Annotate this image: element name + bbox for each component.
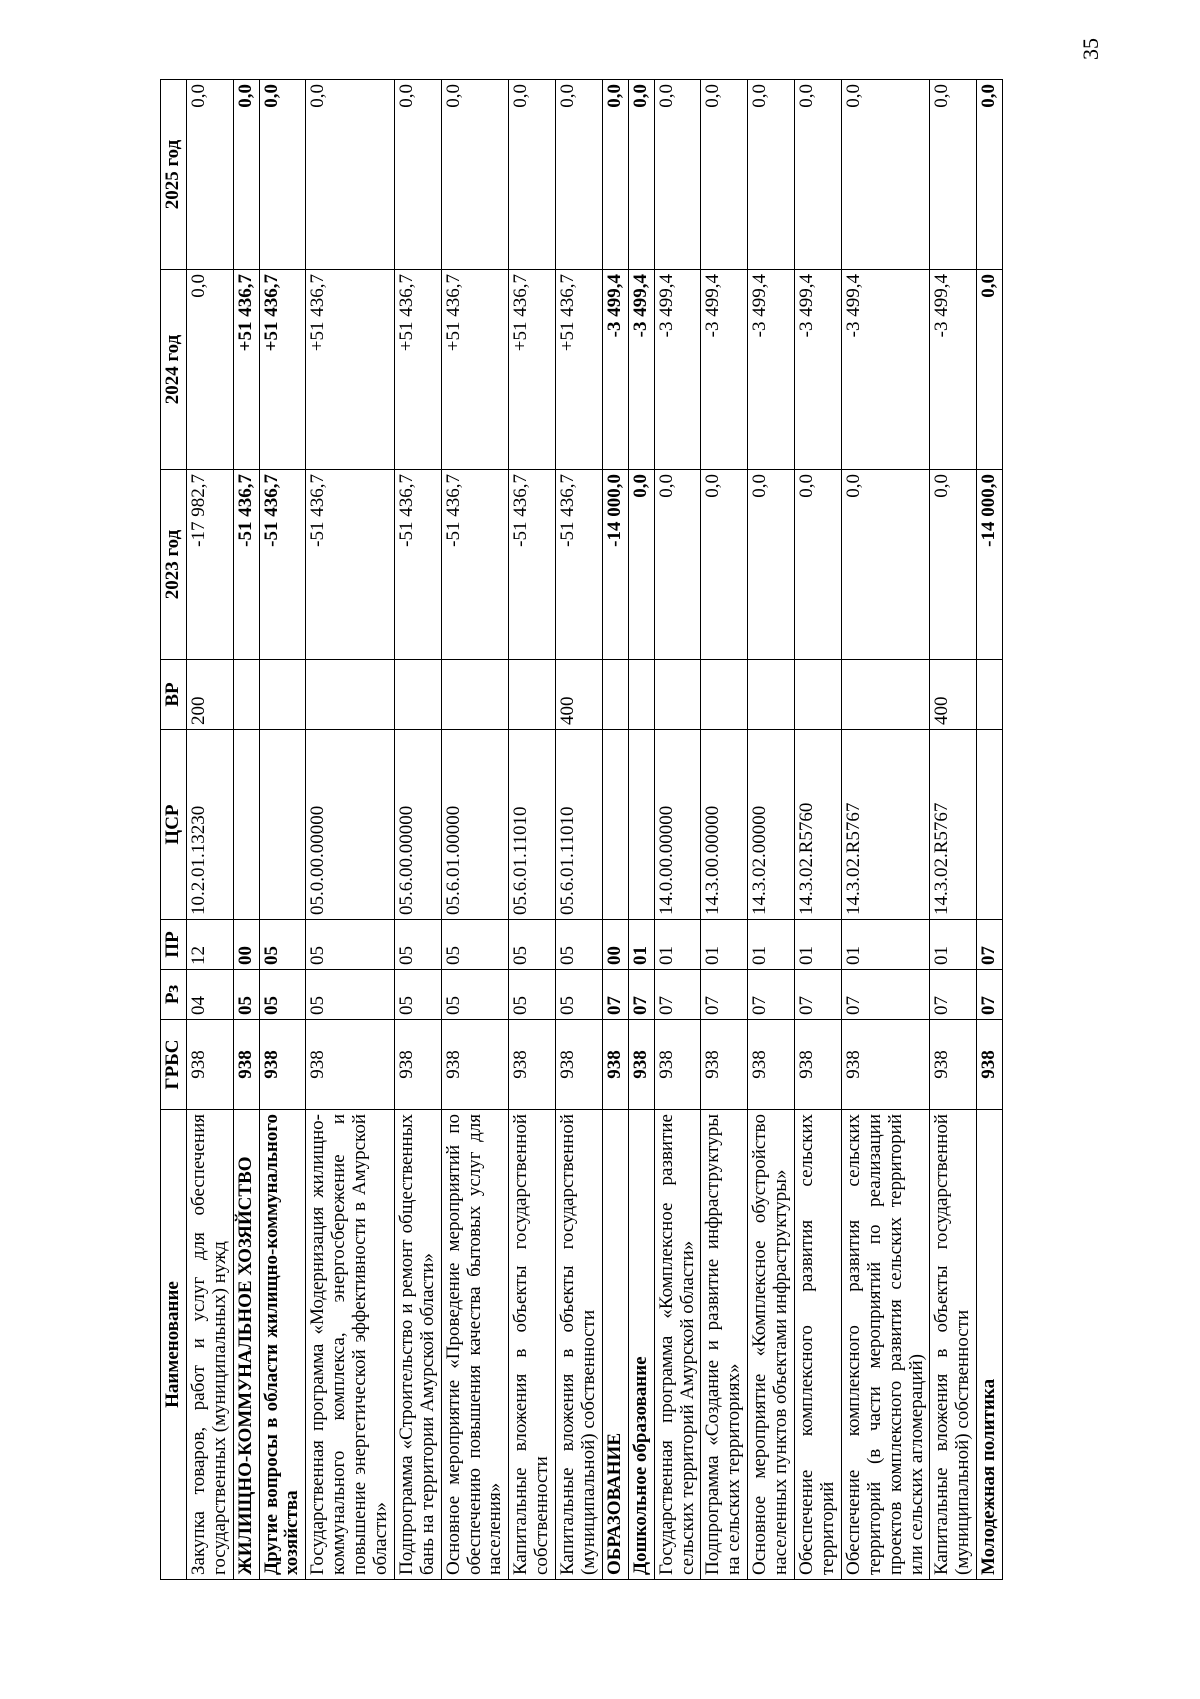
cell-2024: -3 499,4 — [795, 270, 842, 470]
table-row — [977, 80, 1003, 1580]
table-row — [602, 80, 628, 1580]
cell-2025: 0,0 — [259, 80, 306, 270]
cell-2023: -51 436,7 — [556, 470, 603, 660]
cell-name: Капитальные вложения в объекты государственной (муниципальной) собственности — [930, 1110, 977, 1580]
cell-name: Подпрограмма «Строительство и ремонт общественных бань на территории Амурской области» — [394, 1110, 441, 1580]
rotated-sheet — [160, 80, 1005, 1580]
cell-2025: 0,0 — [628, 80, 654, 270]
table-row — [556, 80, 603, 1580]
cell-vr — [654, 660, 701, 730]
cell-name: Молодежная политика — [977, 1110, 1003, 1580]
cell-2023: -14 000,0 — [977, 470, 1003, 660]
cell-pr: 01 — [628, 920, 654, 970]
cell-pr: 01 — [701, 920, 748, 970]
cell-2025: 0,0 — [509, 80, 556, 270]
table-row — [795, 80, 842, 1580]
header-2025: 2025 год — [161, 80, 187, 270]
header-pr: ПР — [161, 920, 187, 970]
cell-grbs: 938 — [654, 1020, 701, 1110]
cell-csr: 14.0.00.00000 — [654, 730, 701, 920]
cell-pr: 05 — [441, 920, 509, 970]
cell-2023: -51 436,7 — [233, 470, 259, 660]
cell-2024: +51 436,7 — [509, 270, 556, 470]
cell-2023: -17 982,7 — [186, 470, 233, 660]
cell-pr: 07 — [977, 920, 1003, 970]
cell-vr — [841, 660, 930, 730]
table-row — [394, 80, 441, 1580]
cell-vr — [701, 660, 748, 730]
cell-vr — [628, 660, 654, 730]
cell-grbs: 938 — [186, 1020, 233, 1110]
cell-rz: 07 — [841, 970, 930, 1020]
cell-2023: 0,0 — [795, 470, 842, 660]
cell-name: Обеспечение комплексного развития сельских территорий — [795, 1110, 842, 1580]
cell-rz: 07 — [602, 970, 628, 1020]
table-row — [509, 80, 556, 1580]
cell-2023: -51 436,7 — [509, 470, 556, 660]
cell-2025: 0,0 — [602, 80, 628, 270]
table-row — [441, 80, 509, 1580]
cell-rz: 04 — [186, 970, 233, 1020]
cell-csr — [628, 730, 654, 920]
table-header-row — [161, 80, 187, 1580]
cell-name: Обеспечение комплексного развития сельских территорий (в части мероприятий по реализации проектов комплексного развития сельских территорий или сельских агломераций) — [841, 1110, 930, 1580]
cell-csr: 05.6.01.00000 — [441, 730, 509, 920]
cell-grbs: 938 — [748, 1020, 795, 1110]
cell-2023: 0,0 — [841, 470, 930, 660]
cell-2024: +51 436,7 — [556, 270, 603, 470]
cell-grbs: 938 — [556, 1020, 603, 1110]
cell-2023: 0,0 — [701, 470, 748, 660]
cell-pr: 01 — [748, 920, 795, 970]
cell-grbs: 938 — [441, 1020, 509, 1110]
cell-2023: 0,0 — [748, 470, 795, 660]
cell-csr: 10.2.01.13230 — [186, 730, 233, 920]
cell-2024: -3 499,4 — [654, 270, 701, 470]
cell-pr: 00 — [233, 920, 259, 970]
cell-csr — [977, 730, 1003, 920]
cell-rz: 05 — [306, 970, 395, 1020]
table-row — [930, 80, 977, 1580]
cell-vr — [748, 660, 795, 730]
cell-vr — [259, 660, 306, 730]
cell-grbs: 938 — [259, 1020, 306, 1110]
cell-pr: 12 — [186, 920, 233, 970]
cell-name: Закупка товаров, работ и услуг для обеспечения государственных (муниципальных) нужд — [186, 1110, 233, 1580]
cell-name: Капитальные вложения в объекты государственной (муниципальной) собственности — [556, 1110, 603, 1580]
cell-csr: 05.6.01.11010 — [556, 730, 603, 920]
cell-rz: 05 — [259, 970, 306, 1020]
cell-rz: 05 — [441, 970, 509, 1020]
cell-2025: 0,0 — [394, 80, 441, 270]
cell-2025: 0,0 — [306, 80, 395, 270]
header-grbs: ГРБС — [161, 1020, 187, 1110]
table-row — [306, 80, 395, 1580]
cell-csr: 14.3.02.R5760 — [795, 730, 842, 920]
cell-2024: -3 499,4 — [602, 270, 628, 470]
cell-2024: +51 436,7 — [394, 270, 441, 470]
budget-table — [160, 79, 1003, 1580]
page-number: 35 — [1078, 38, 1103, 60]
cell-vr: 400 — [930, 660, 977, 730]
cell-grbs: 938 — [841, 1020, 930, 1110]
table-row — [748, 80, 795, 1580]
cell-2024: -3 499,4 — [701, 270, 748, 470]
header-name: Наименование — [161, 1110, 187, 1580]
cell-csr: 14.3.02.R5767 — [841, 730, 930, 920]
cell-2024: -3 499,4 — [628, 270, 654, 470]
cell-2025: 0,0 — [841, 80, 930, 270]
table-row — [701, 80, 748, 1580]
cell-2025: 0,0 — [186, 80, 233, 270]
cell-csr: 14.3.02.00000 — [748, 730, 795, 920]
header-rz: Рз — [161, 970, 187, 1020]
cell-vr: 400 — [556, 660, 603, 730]
cell-vr — [977, 660, 1003, 730]
cell-2023: -51 436,7 — [441, 470, 509, 660]
cell-grbs: 938 — [233, 1020, 259, 1110]
cell-rz: 05 — [394, 970, 441, 1020]
cell-2023: 0,0 — [930, 470, 977, 660]
cell-2024: -3 499,4 — [748, 270, 795, 470]
cell-vr — [233, 660, 259, 730]
cell-grbs: 938 — [701, 1020, 748, 1110]
cell-name: ЖИЛИЩНО-КОММУНАЛЬНОЕ ХОЗЯЙСТВО — [233, 1110, 259, 1580]
cell-rz: 07 — [930, 970, 977, 1020]
cell-2024: 0,0 — [977, 270, 1003, 470]
cell-2023: -51 436,7 — [394, 470, 441, 660]
cell-rz: 07 — [628, 970, 654, 1020]
cell-name: Капитальные вложения в объекты государственной собственности — [509, 1110, 556, 1580]
cell-pr: 05 — [306, 920, 395, 970]
cell-pr: 05 — [259, 920, 306, 970]
cell-grbs: 938 — [795, 1020, 842, 1110]
cell-grbs: 938 — [394, 1020, 441, 1110]
cell-2023: -51 436,7 — [259, 470, 306, 660]
cell-2023: -14 000,0 — [602, 470, 628, 660]
cell-csr: 14.3.02.R5767 — [930, 730, 977, 920]
table-row — [259, 80, 306, 1580]
cell-name: Государственная программа «Модернизация жилищно-коммунального комплекса, энергосбережение и повышение энергетической эффективности в Амурской области» — [306, 1110, 395, 1580]
cell-2024: +51 436,7 — [441, 270, 509, 470]
cell-2024: -3 499,4 — [841, 270, 930, 470]
cell-rz: 05 — [556, 970, 603, 1020]
cell-2025: 0,0 — [441, 80, 509, 270]
cell-pr: 00 — [602, 920, 628, 970]
table-row — [628, 80, 654, 1580]
cell-csr — [233, 730, 259, 920]
cell-pr: 05 — [394, 920, 441, 970]
cell-pr: 01 — [654, 920, 701, 970]
cell-2025: 0,0 — [701, 80, 748, 270]
cell-name: Подпрограмма «Создание и развитие инфраструктуры на сельских территориях» — [701, 1110, 748, 1580]
cell-name: Государственная программа «Комплексное развитие сельских территорий Амурской области» — [654, 1110, 701, 1580]
cell-2025: 0,0 — [977, 80, 1003, 270]
cell-rz: 07 — [795, 970, 842, 1020]
cell-2025: 0,0 — [233, 80, 259, 270]
cell-grbs: 938 — [509, 1020, 556, 1110]
header-vr: ВР — [161, 660, 187, 730]
cell-csr: 05.6.01.11010 — [509, 730, 556, 920]
cell-pr: 01 — [930, 920, 977, 970]
cell-2023: 0,0 — [654, 470, 701, 660]
cell-vr — [441, 660, 509, 730]
cell-pr: 05 — [509, 920, 556, 970]
cell-rz: 07 — [654, 970, 701, 1020]
cell-2025: 0,0 — [930, 80, 977, 270]
cell-rz: 05 — [233, 970, 259, 1020]
cell-2024: 0,0 — [186, 270, 233, 470]
header-2024: 2024 год — [161, 270, 187, 470]
cell-rz: 07 — [748, 970, 795, 1020]
cell-csr: 05.6.00.00000 — [394, 730, 441, 920]
header-2023: 2023 год — [161, 470, 187, 660]
cell-2024: +51 436,7 — [233, 270, 259, 470]
cell-vr — [306, 660, 395, 730]
cell-2023: -51 436,7 — [306, 470, 395, 660]
cell-grbs: 938 — [628, 1020, 654, 1110]
cell-rz: 07 — [977, 970, 1003, 1020]
cell-2024: -3 499,4 — [930, 270, 977, 470]
cell-vr — [394, 660, 441, 730]
cell-2025: 0,0 — [748, 80, 795, 270]
cell-name: ОБРАЗОВАНИЕ — [602, 1110, 628, 1580]
cell-grbs: 938 — [977, 1020, 1003, 1110]
cell-vr: 200 — [186, 660, 233, 730]
cell-grbs: 938 — [306, 1020, 395, 1110]
cell-csr: 05.0.00.00000 — [306, 730, 395, 920]
cell-rz: 07 — [701, 970, 748, 1020]
cell-2023: 0,0 — [628, 470, 654, 660]
cell-csr — [259, 730, 306, 920]
cell-vr — [509, 660, 556, 730]
cell-2025: 0,0 — [556, 80, 603, 270]
cell-csr: 14.3.00.00000 — [701, 730, 748, 920]
header-csr: ЦСР — [161, 730, 187, 920]
cell-rz: 05 — [509, 970, 556, 1020]
cell-2024: +51 436,7 — [306, 270, 395, 470]
cell-name: Дошкольное образование — [628, 1110, 654, 1580]
cell-2024: +51 436,7 — [259, 270, 306, 470]
cell-vr — [602, 660, 628, 730]
cell-name: Основное мероприятие «Комплексное обустройство населенных пунктов объектами инфраструктуры» — [748, 1110, 795, 1580]
table-body — [186, 80, 1002, 1580]
table-row — [233, 80, 259, 1580]
cell-2025: 0,0 — [795, 80, 842, 270]
table-row — [186, 80, 233, 1580]
cell-grbs: 938 — [602, 1020, 628, 1110]
cell-2025: 0,0 — [654, 80, 701, 270]
cell-csr — [602, 730, 628, 920]
cell-name: Другие вопросы в области жилищно-коммунального хозяйства — [259, 1110, 306, 1580]
cell-pr: 01 — [795, 920, 842, 970]
cell-vr — [795, 660, 842, 730]
cell-name: Основное мероприятие «Проведение мероприятий по обеспечению повышения качества бытовых услуг для населения» — [441, 1110, 509, 1580]
cell-pr: 01 — [841, 920, 930, 970]
table-row — [841, 80, 930, 1580]
cell-pr: 05 — [556, 920, 603, 970]
table-row — [654, 80, 701, 1580]
cell-grbs: 938 — [930, 1020, 977, 1110]
